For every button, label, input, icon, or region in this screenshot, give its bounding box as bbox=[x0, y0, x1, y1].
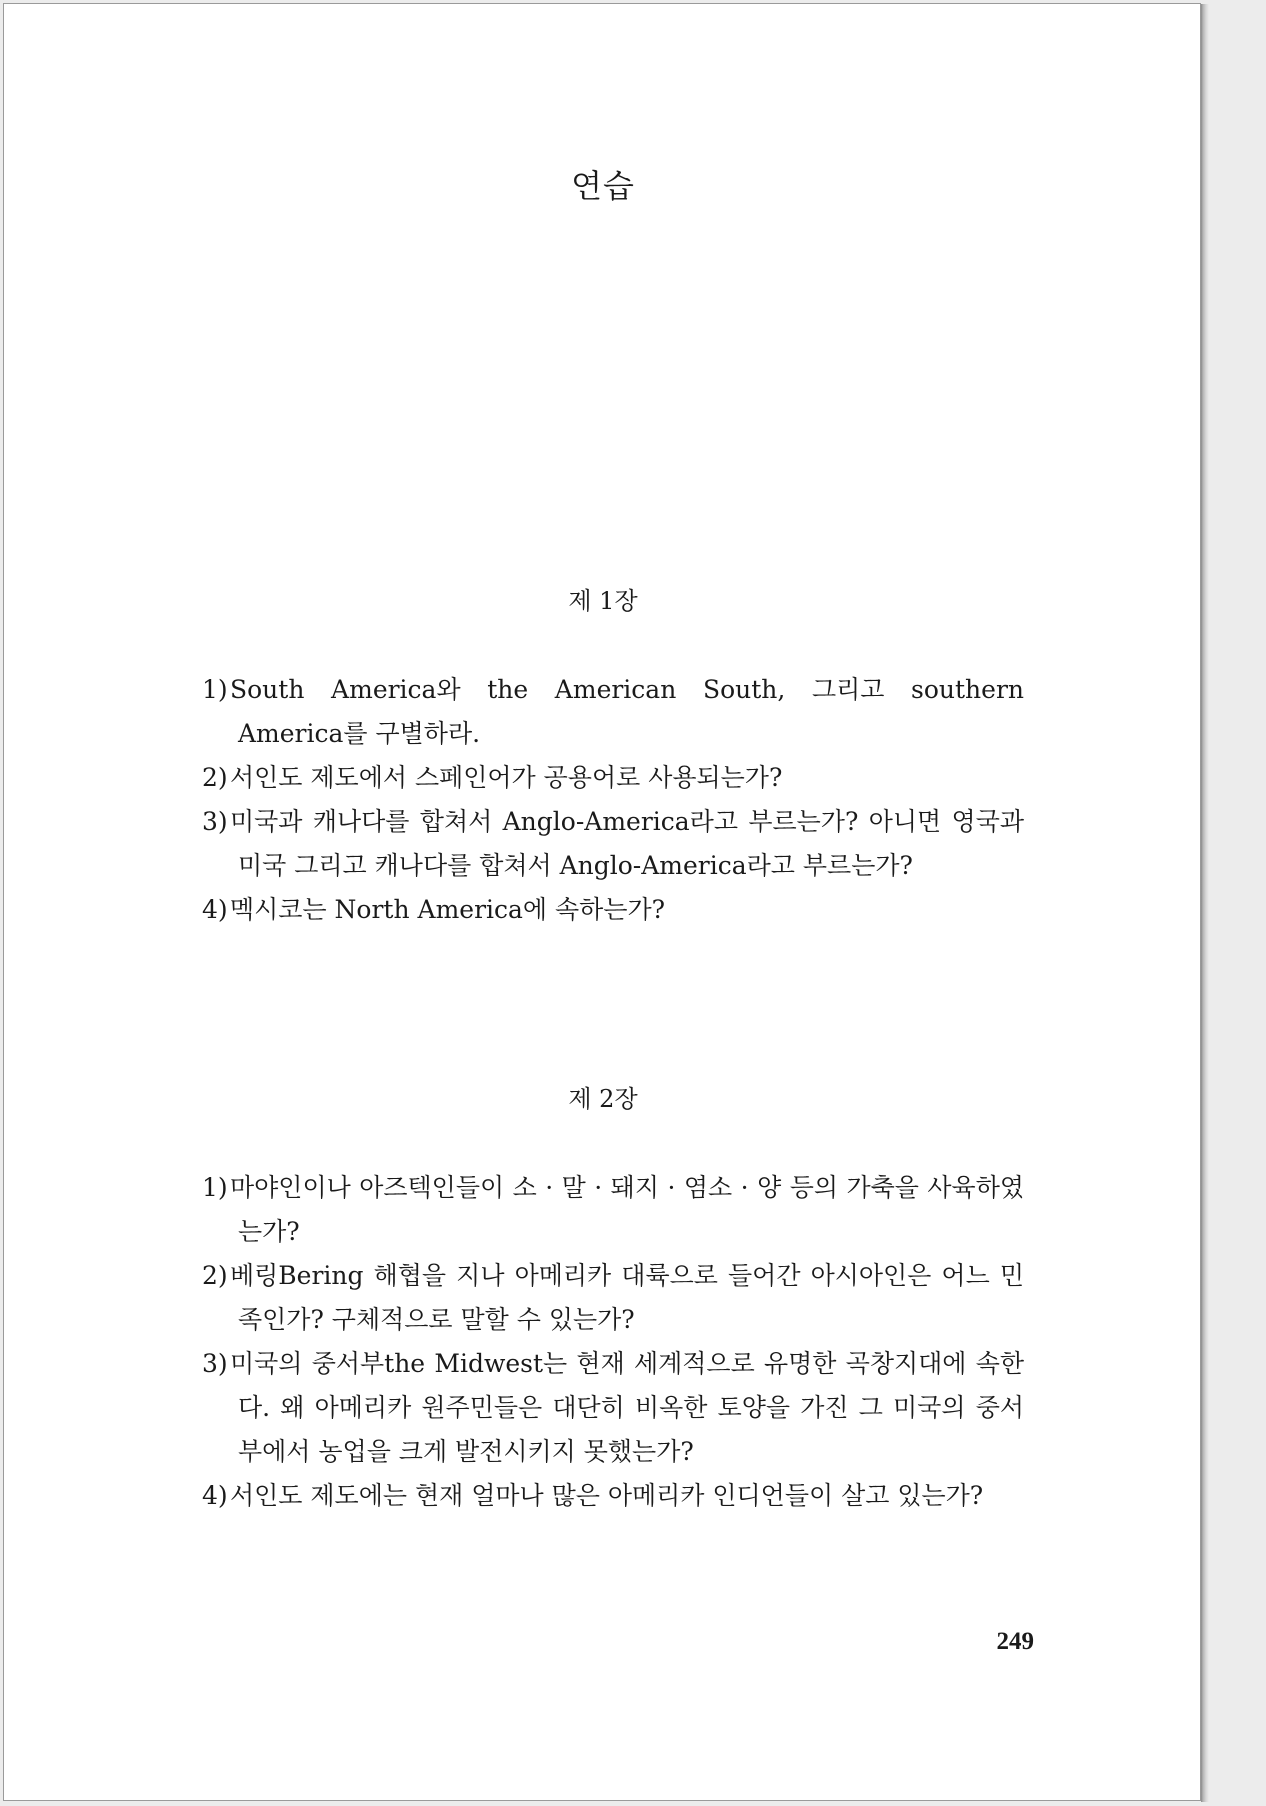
question-text: 미국의 중서부the Midwest는 현재 세계적으로 유명한 곡창지대에 속한다. 왜 아메리카 원주민들은 대단히 비옥한 토양을 가진 그 미국의 중서부에서 농업을 크게 발전시키지 못했는가? bbox=[230, 1349, 1024, 1466]
question-item bbox=[202, 1254, 1024, 1342]
question-item bbox=[202, 888, 1024, 932]
question-number: 2) bbox=[202, 1261, 228, 1290]
chapter-2-question-list bbox=[202, 1166, 1024, 1518]
question-number: 4) bbox=[202, 895, 228, 924]
question-text: 서인도 제도에서 스페인어가 공용어로 사용되는가? bbox=[230, 763, 783, 792]
chapter-2-heading: 제 2장 bbox=[568, 1085, 638, 1113]
question-item bbox=[202, 800, 1024, 888]
question-item bbox=[202, 1474, 1024, 1518]
question-text: 마야인이나 아즈텍인들이 소 · 말 · 돼지 · 염소 · 양 등의 가축을 사육하였는가? bbox=[230, 1173, 1024, 1246]
question-text: 멕시코는 North America에 속하는가? bbox=[230, 895, 666, 924]
book-page bbox=[3, 3, 1201, 1801]
question-number: 4) bbox=[202, 1481, 228, 1510]
question-number: 1) bbox=[202, 675, 228, 704]
question-item bbox=[202, 1166, 1024, 1254]
question-number: 3) bbox=[202, 807, 228, 836]
page-title: 연습 bbox=[571, 167, 635, 205]
page-stack-edge bbox=[1201, 4, 1209, 1802]
question-number: 1) bbox=[202, 1173, 228, 1202]
page-content bbox=[4, 4, 1202, 1802]
question-item bbox=[202, 668, 1024, 756]
question-number: 3) bbox=[202, 1349, 228, 1378]
question-text: 서인도 제도에는 현재 얼마나 많은 아메리카 인디언들이 살고 있는가? bbox=[230, 1481, 984, 1510]
question-text: 미국과 캐나다를 합쳐서 Anglo-America라고 부르는가? 아니면 영국과 미국 그리고 캐나다를 합쳐서 Anglo-America라고 부르는가? bbox=[230, 807, 1024, 880]
question-text: South America와 the American South, 그리고 southern America를 구별하라. bbox=[230, 675, 1024, 748]
question-item bbox=[202, 1342, 1024, 1474]
question-text: 베링Bering 해협을 지나 아메리카 대륙으로 들어간 아시아인은 어느 민족인가? 구체적으로 말할 수 있는가? bbox=[230, 1261, 1024, 1334]
chapter-1-question-list bbox=[202, 668, 1024, 932]
question-item bbox=[202, 756, 1024, 800]
question-number: 2) bbox=[202, 763, 228, 792]
page-number: 249 bbox=[996, 1628, 1034, 1655]
chapter-1-heading: 제 1장 bbox=[568, 587, 638, 615]
